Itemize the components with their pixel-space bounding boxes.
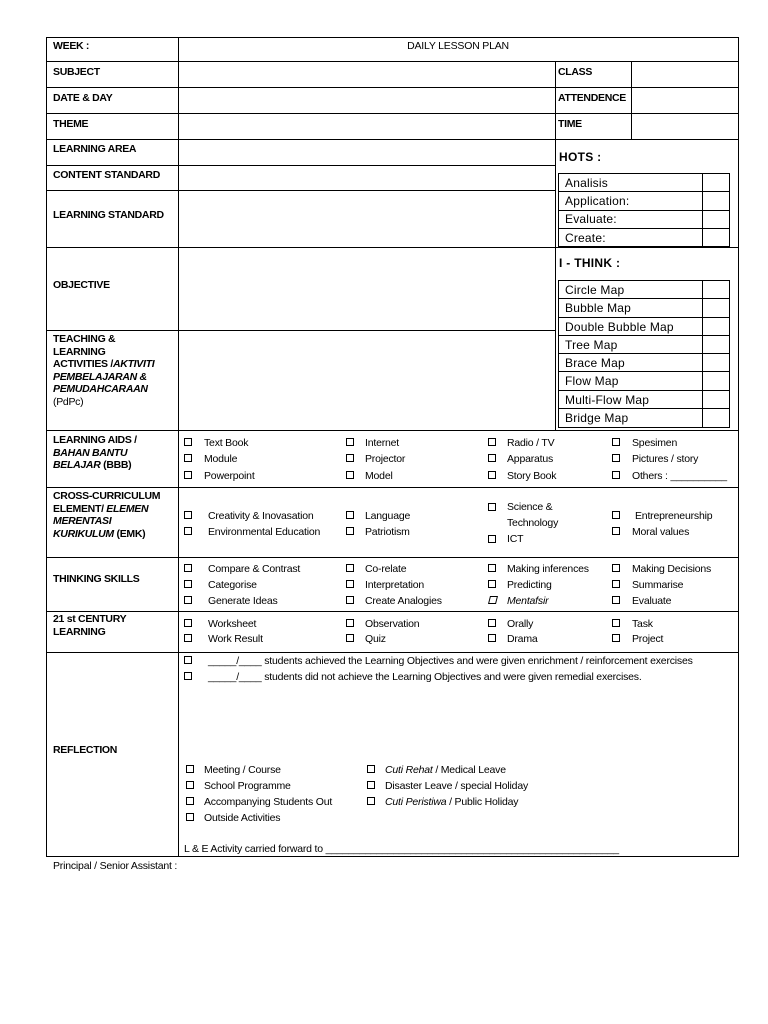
option-label: Environmental Education xyxy=(208,526,321,538)
work-result-checkbox[interactable] xyxy=(184,634,192,642)
observation-checkbox[interactable] xyxy=(346,619,354,627)
text-book-checkbox[interactable] xyxy=(184,438,192,446)
option-label: Module xyxy=(204,453,238,465)
option-label: Language xyxy=(365,510,411,522)
learning-area-label: LEARNING AREA xyxy=(53,143,137,155)
create-analogies-checkbox[interactable] xyxy=(346,596,354,604)
language-checkbox[interactable] xyxy=(346,511,354,519)
ithink-item: Flow Map xyxy=(565,374,619,388)
making-decisions-checkbox[interactable] xyxy=(612,564,620,572)
option-label: Cuti Peristiwa / Public Holiday xyxy=(385,796,519,808)
hots-title: HOTS : xyxy=(559,150,602,164)
radio-tv-checkbox[interactable] xyxy=(488,438,496,446)
option-label: Work Result xyxy=(208,633,263,645)
option-label: Worksheet xyxy=(208,618,257,630)
option-label: Radio / TV xyxy=(507,437,555,449)
achieved-text: _____/____ students achieved the Learning Objectives and were given enrichment / reinforcement exercises xyxy=(208,655,693,667)
module-checkbox[interactable] xyxy=(184,454,192,462)
option-label: Interpretation xyxy=(365,579,425,591)
principal-signature-label: Principal / Senior Assistant : xyxy=(53,860,178,872)
cuti-peristiwa-checkbox[interactable] xyxy=(367,797,375,805)
page-title: DAILY LESSON PLAN xyxy=(407,40,509,52)
option-label: Entrepreneurship xyxy=(635,510,713,522)
option-label: Co-relate xyxy=(365,563,407,575)
option-label: Pictures / story xyxy=(632,453,699,465)
cross-curriculum-label: CROSS-CURRICULUM ELEMENT/ ELEMEN MERENTASI KURIKULUM (EMK) xyxy=(53,490,161,540)
option-label: Drama xyxy=(507,633,538,645)
accompanying-students-checkbox[interactable] xyxy=(186,797,194,805)
teaching-activities-label: TEACHING & LEARNING ACTIVITIES /AKTIVITI PEMBELAJARAN & PEMUDAHCARAAN (PdPc) xyxy=(53,333,155,408)
option-label: Meeting / Course xyxy=(204,764,281,776)
making-inferences-checkbox[interactable] xyxy=(488,564,496,572)
ithink-item: Double Bubble Map xyxy=(565,320,674,334)
disaster-leave-checkbox[interactable] xyxy=(367,781,375,789)
reflection-label: REFLECTION xyxy=(53,744,118,756)
hots-item: Application: xyxy=(565,194,630,208)
co-relate-checkbox[interactable] xyxy=(346,564,354,572)
learning-aids-label: LEARNING AIDS / BAHAN BANTU BELAJAR (BBB) xyxy=(53,434,137,471)
powerpoint-checkbox[interactable] xyxy=(184,471,192,479)
option-label: Story Book xyxy=(507,470,557,482)
option-label: Generate Ideas xyxy=(208,595,278,607)
option-label: Task xyxy=(632,618,653,630)
not-achieved-checkbox[interactable] xyxy=(184,672,192,680)
ithink-item: Circle Map xyxy=(565,283,625,297)
not-achieved-text: _____/____ students did not achieve the Learning Objectives and were given remedial exercises. xyxy=(208,671,642,683)
patriotism-checkbox[interactable] xyxy=(346,527,354,535)
option-label: Accompanying Students Out xyxy=(204,796,333,808)
model-checkbox[interactable] xyxy=(346,471,354,479)
generate-ideas-checkbox[interactable] xyxy=(184,596,192,604)
option-label: ICT xyxy=(507,533,524,545)
achieved-checkbox[interactable] xyxy=(184,656,192,664)
evaluate-checkbox[interactable] xyxy=(612,596,620,604)
ithink-item: Brace Map xyxy=(565,356,625,370)
option-label: Orally xyxy=(507,618,534,630)
option-label: Making inferences xyxy=(507,563,589,575)
worksheet-checkbox[interactable] xyxy=(184,619,192,627)
projector-checkbox[interactable] xyxy=(346,454,354,462)
option-label: Compare & Contrast xyxy=(208,563,301,575)
option-label: Disaster Leave / special Holiday xyxy=(385,780,529,792)
others-checkbox[interactable] xyxy=(612,471,620,479)
carry-forward-line[interactable]: L & E Activity carried forward to ____________________________________________________ xyxy=(184,843,619,855)
date-day-label: DATE & DAY xyxy=(53,92,113,104)
option-label: Cuti Rehat / Medical Leave xyxy=(385,764,506,776)
environmental-checkbox[interactable] xyxy=(184,527,192,535)
ithink-title: I - THINK : xyxy=(559,256,621,270)
option-label: Quiz xyxy=(365,633,386,645)
hots-item: Create: xyxy=(565,231,606,245)
meeting-course-checkbox[interactable] xyxy=(186,765,194,773)
internet-checkbox[interactable] xyxy=(346,438,354,446)
summarise-checkbox[interactable] xyxy=(612,580,620,588)
option-label: Summarise xyxy=(632,579,684,591)
objective-label: OBJECTIVE xyxy=(53,279,110,291)
cuti-rehat-checkbox[interactable] xyxy=(367,765,375,773)
option-label: Outside Activities xyxy=(204,812,281,824)
thinking-skills-label: THINKING SKILLS xyxy=(53,573,140,585)
hots-item: Evaluate: xyxy=(565,212,617,226)
entrepreneurship-checkbox[interactable] xyxy=(612,511,620,519)
option-label: Create Analogies xyxy=(365,595,442,607)
option-label: Categorise xyxy=(208,579,257,591)
option-label: Mentafsir xyxy=(507,595,549,607)
option-label: Making Decisions xyxy=(632,563,712,575)
hots-item: Analisis xyxy=(565,176,608,190)
option-label: Spesimen xyxy=(632,437,678,449)
option-label: Predicting xyxy=(507,579,552,591)
outside-activities-checkbox[interactable] xyxy=(186,813,194,821)
option-label: Technology xyxy=(507,517,559,529)
science-technology-checkbox[interactable] xyxy=(488,503,496,511)
orally-checkbox[interactable] xyxy=(488,619,496,627)
option-label: Powerpoint xyxy=(204,470,255,482)
creativity-checkbox[interactable] xyxy=(184,511,192,519)
moral-values-checkbox[interactable] xyxy=(612,527,620,535)
century-learning-label: 21 st CENTURY LEARNING xyxy=(53,613,127,638)
attendence-label: ATTENDENCE xyxy=(558,92,626,104)
option-label: Text Book xyxy=(204,437,249,449)
ithink-item: Multi-Flow Map xyxy=(565,393,650,407)
option-label: Internet xyxy=(365,437,400,449)
categorise-checkbox[interactable] xyxy=(184,580,192,588)
subject-label: SUBJECT xyxy=(53,66,100,78)
option-label: Moral values xyxy=(632,526,690,538)
school-programme-checkbox[interactable] xyxy=(186,781,194,789)
drama-checkbox[interactable] xyxy=(488,634,496,642)
interpretation-checkbox[interactable] xyxy=(346,580,354,588)
option-label: Projector xyxy=(365,453,406,465)
project-checkbox[interactable] xyxy=(612,634,620,642)
apparatus-checkbox[interactable] xyxy=(488,454,496,462)
option-label: Evaluate xyxy=(632,595,672,607)
ithink-item: Bridge Map xyxy=(565,411,629,425)
content-standard-label: CONTENT STANDARD xyxy=(53,169,160,181)
week-label: WEEK : xyxy=(53,40,90,52)
predicting-checkbox[interactable] xyxy=(488,580,496,588)
option-label: Observation xyxy=(365,618,420,630)
theme-label: THEME xyxy=(53,118,89,130)
pictures-story-checkbox[interactable] xyxy=(612,454,620,462)
option-label: Patriotism xyxy=(365,526,410,538)
ithink-item: Tree Map xyxy=(565,338,618,352)
time-label: TIME xyxy=(558,118,582,130)
option-label: Model xyxy=(365,470,393,482)
option-label: Apparatus xyxy=(507,453,554,465)
ithink-item: Bubble Map xyxy=(565,301,632,315)
option-label: Others : __________ xyxy=(632,470,727,482)
option-label: Science & xyxy=(507,501,553,513)
spesimen-checkbox[interactable] xyxy=(612,438,620,446)
option-label: Project xyxy=(632,633,664,645)
quiz-checkbox[interactable] xyxy=(346,634,354,642)
task-checkbox[interactable] xyxy=(612,619,620,627)
learning-standard-label: LEARNING STANDARD xyxy=(53,209,164,221)
compare-contrast-checkbox[interactable] xyxy=(184,564,192,572)
option-label: School Programme xyxy=(204,780,291,792)
class-label: CLASS xyxy=(558,66,593,78)
mentafsir-checkbox[interactable] xyxy=(488,596,498,604)
option-label: Creativity & Inovasation xyxy=(208,510,314,522)
story-book-checkbox[interactable] xyxy=(488,471,496,479)
ict-checkbox[interactable] xyxy=(488,535,496,543)
